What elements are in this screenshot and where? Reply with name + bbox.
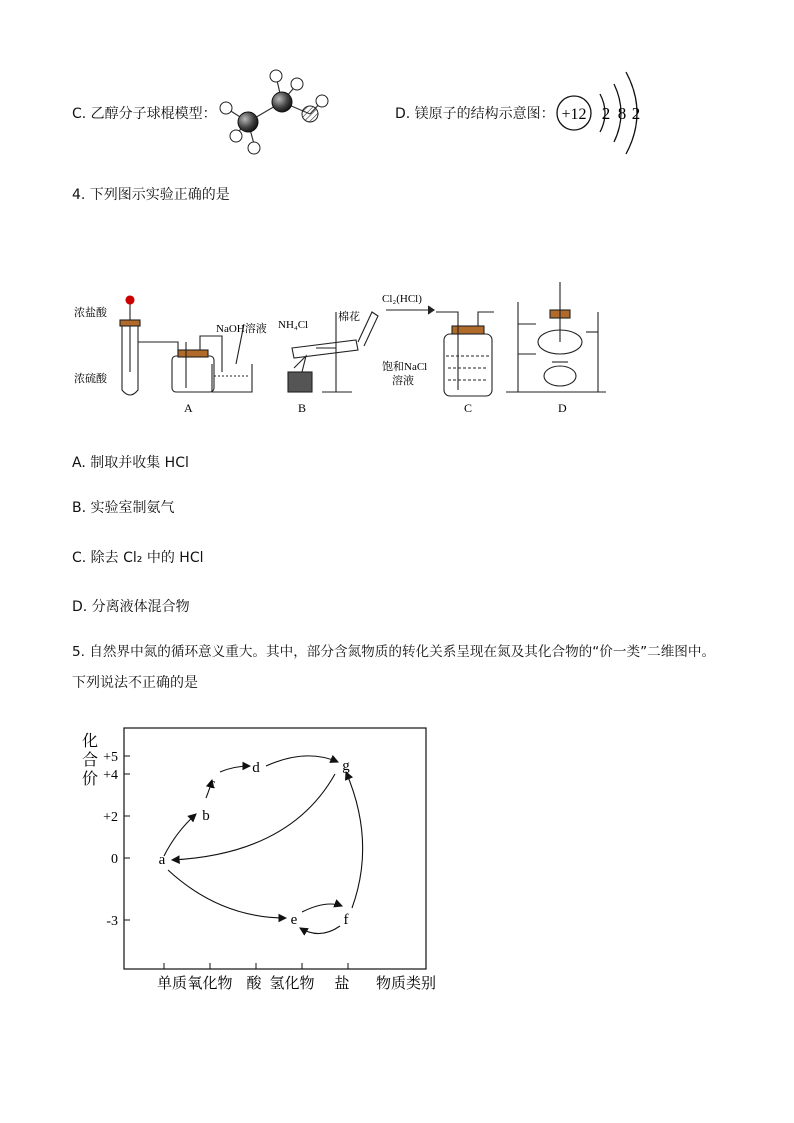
y-tick-label: 0 <box>111 852 118 867</box>
magnesium-atom-structure-diagram <box>556 70 646 160</box>
q3-option-c-label: C. 乙醇分子球棍模型： <box>72 106 217 122</box>
label-conc-hcl: 浓盐酸 <box>74 307 107 319</box>
point-g: g <box>342 758 350 774</box>
q4-option-b: B. 实验室制氨气 <box>72 500 175 516</box>
caption-b: B <box>298 401 307 415</box>
label-sat-nacl-1: 饱和NaCl <box>382 361 428 373</box>
y-axis-label <box>82 732 98 788</box>
x-tick-label: 氢化物 <box>269 976 315 992</box>
label-cotton: 棉花 <box>338 311 360 323</box>
y-tick-label: -3 <box>106 914 118 929</box>
point-d: d <box>252 760 260 776</box>
y-tick-label: +4 <box>103 768 118 783</box>
ethanol-ball-stick-model <box>210 68 340 160</box>
label-conc-h2so4: 浓硫酸 <box>74 373 107 385</box>
x-tick-label: 酸 <box>246 976 262 992</box>
y-label-char: 化 <box>81 733 99 750</box>
x-tick-label: 盐 <box>334 976 350 992</box>
point-c: c <box>208 776 216 792</box>
point-f: f <box>343 912 349 928</box>
nitrogen-valence-class-chart <box>70 722 450 997</box>
label-naoh-solution: NaOH溶液 <box>216 323 267 335</box>
y-label-char: 合 <box>81 752 99 769</box>
q5-stem-line1: 5. 自然界中氮的循环意义重大。其中，部分含氮物质的转化关系呈现在氮及其化合物的“价一类”二维图中。 <box>72 644 716 660</box>
q4-apparatus-figure <box>66 272 626 420</box>
q4-option-c: C. 除去 Cl₂ 中的 HCl <box>72 550 204 566</box>
label-sat-nacl-2: 溶液 <box>392 375 414 387</box>
label-cl2-hcl: Cl₂(HCl) <box>382 293 422 305</box>
q4-option-d: D. 分离液体混合物 <box>72 599 190 615</box>
label-nh4cl: NH₄Cl <box>278 319 309 331</box>
point-e: e <box>290 912 298 928</box>
q4-stem: 4. 下列图示实验正确的是 <box>72 187 230 203</box>
x-tick-label: 单质 <box>156 976 188 992</box>
caption-c: C <box>464 401 473 415</box>
caption-a: A <box>184 401 193 415</box>
y-label-char: 价 <box>81 771 99 788</box>
q5-stem-line2: 下列说法不正确的是 <box>72 675 198 691</box>
mg-shell-2: 8 <box>617 104 627 123</box>
mg-nucleus-charge: +12 <box>561 106 587 123</box>
mg-shell-3: 2 <box>631 104 641 123</box>
caption-d: D <box>558 401 567 415</box>
q3-option-d-label: D. 镁原子的结构示意图： <box>395 106 555 122</box>
mg-shell-1: 2 <box>601 104 611 123</box>
x-tick-label: 氧化物 <box>187 976 233 992</box>
x-axis-label: 物质类别 <box>375 976 437 992</box>
q4-option-a: A. 制取并收集 HCl <box>72 455 189 471</box>
y-tick-label: +2 <box>103 810 118 825</box>
point-b: b <box>202 808 210 824</box>
y-tick-label: +5 <box>103 750 118 765</box>
point-a: a <box>158 852 166 868</box>
plot-frame <box>124 728 426 969</box>
